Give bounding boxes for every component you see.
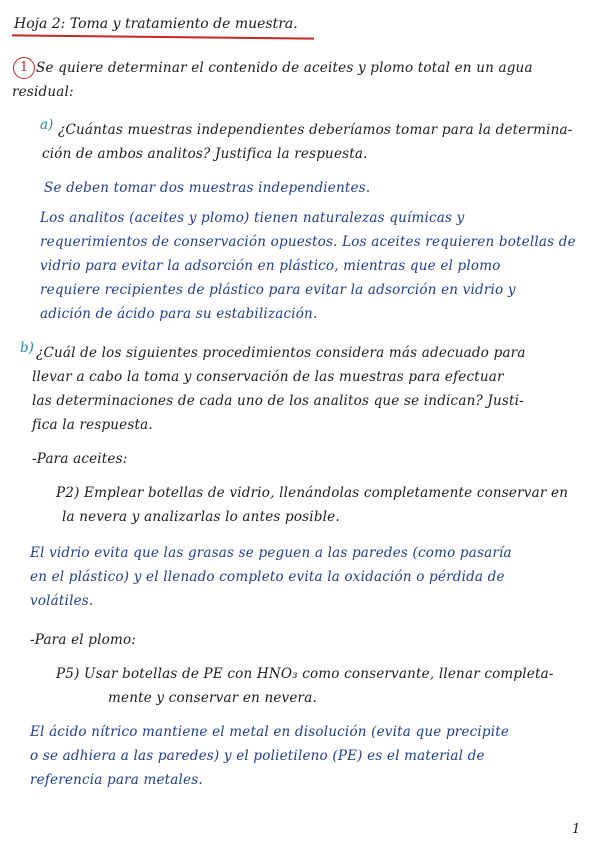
plomo-reason-line-2: o se adhiera a las paredes) y el polietileno (PE) es el material de: [30, 748, 485, 764]
aceites-heading: -Para aceites:: [32, 451, 128, 467]
part-b-label: b): [20, 340, 34, 356]
part-b-question-line-2: llevar a cabo la toma y conservación de las muestras para efectuar: [32, 369, 504, 385]
part-b-question-line-1: ¿Cuál de los siguientes procedimientos considera más adecuado para: [36, 345, 526, 361]
part-b-question-line-4: fica la respuesta.: [32, 417, 153, 433]
title-underline: [12, 34, 314, 39]
part-a-label: a): [40, 117, 54, 133]
part-a-explanation-line-1: Los analitos (aceites y plomo) tienen naturalezas químicas y: [40, 210, 465, 226]
question-statement-line-2: residual:: [12, 84, 74, 100]
aceites-reason-line-1: El vidrio evita que las grasas se peguen a las paredes (como pasaría: [30, 545, 512, 561]
part-a-explanation-line-2: requerimientos de conservación opuestos. Los aceites requieren botellas de: [40, 234, 576, 250]
part-a-answer: Se deben tomar dos muestras independientes.: [44, 180, 371, 196]
question-statement-line-1: Se quiere determinar el contenido de aceites y plomo total en un agua: [36, 60, 533, 76]
question-number-circle: 1: [13, 57, 35, 79]
plomo-choice-line-2: mente y conservar en nevera.: [108, 690, 317, 706]
page-title: Hoja 2: Toma y tratamiento de muestra.: [14, 16, 298, 32]
plomo-heading: -Para el plomo:: [30, 632, 137, 648]
aceites-choice-line-1: P2) Emplear botellas de vidrio, llenándolas completamente conservar en: [56, 485, 569, 501]
part-a-explanation-line-4: requiere recipientes de plástico para evitar la adsorción en vidrio y: [40, 282, 516, 298]
aceites-reason-line-2: en el plástico) y el llenado completo evita la oxidación o pérdida de: [30, 569, 505, 585]
part-a-question-line-1: ¿Cuántas muestras independientes deberíamos tomar para la determina-: [58, 122, 573, 138]
plomo-reason-line-1: El ácido nítrico mantiene el metal en disolución (evita que precipite: [30, 724, 510, 740]
part-a-explanation-line-3: vidrio para evitar la adsorción en plástico, mientras que el plomo: [40, 258, 501, 274]
plomo-reason-line-3: referencia para metales.: [30, 772, 203, 788]
plomo-choice-line-1: P5) Usar botellas de PE con HNO₃ como conservante, llenar completa-: [56, 666, 554, 682]
aceites-choice-line-2: la nevera y analizarlas lo antes posible.: [62, 509, 340, 525]
aceites-reason-line-3: volátiles.: [30, 593, 94, 609]
part-a-question-line-2: ción de ambos analitos? Justifica la respuesta.: [42, 146, 368, 162]
page-number: 1: [572, 822, 581, 837]
part-a-explanation-line-5: adición de ácido para su estabilización.: [40, 306, 318, 322]
part-b-question-line-3: las determinaciones de cada uno de los analitos que se indican? Justi-: [32, 393, 524, 409]
